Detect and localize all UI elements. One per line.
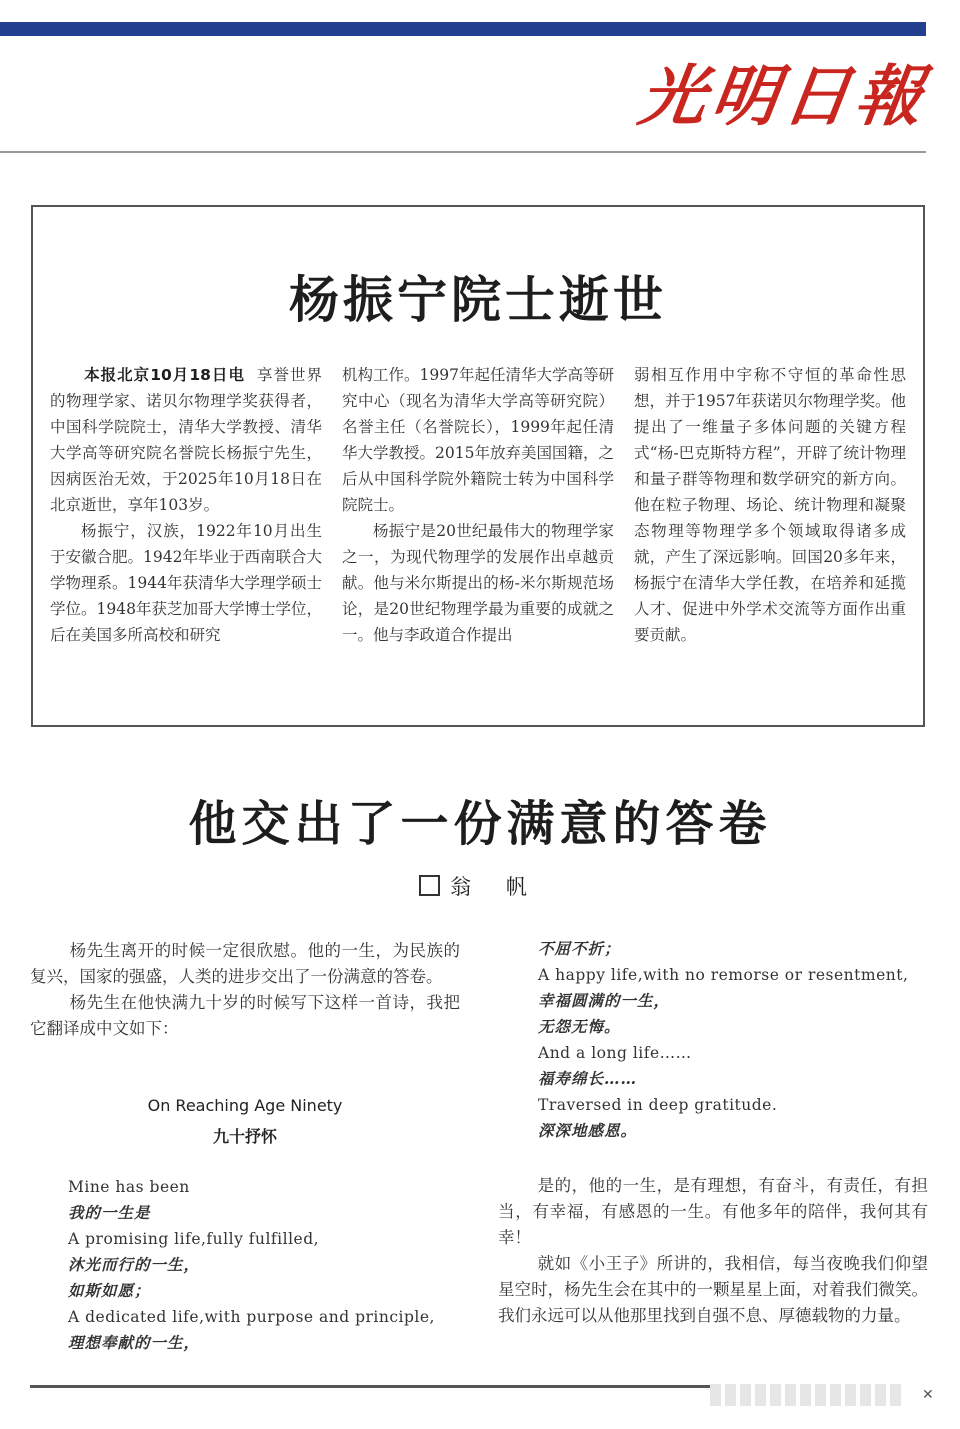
poem-line: 无怨无悔。: [538, 1017, 621, 1036]
page-dot: [845, 1384, 856, 1406]
page-dot: [710, 1384, 721, 1406]
page-dot: [830, 1384, 841, 1406]
obituary-paragraph: 机构工作。1997年起任清华大学高等研究中心（现名为清华大学高等研究院）名誉主任（名誉院长），1999年起任清华大学教授。2015年放弃美国国籍，之后从中国科学院外籍院士转为中国科学院院士。: [342, 366, 614, 514]
poem-left: [68, 1174, 435, 1356]
poem-line: A promising life,fully fulfilled,: [68, 1230, 320, 1248]
obituary-column-2: [342, 362, 614, 648]
essay-paragraph: 杨先生离开的时候一定很欣慰。他的一生，为民族的复兴，国家的强盛，人类的进步交出了一份满意的答卷。: [30, 941, 460, 986]
poem-line: 理想奉献的一生，: [68, 1333, 201, 1352]
page-dot: [890, 1384, 901, 1406]
essay-paragraph: 就如《小王子》所讲的，我相信，每当夜晚我们仰望星空时，杨先生会在其中的一颗星星上面，对着我们微笑。我们永远可以从他那里找到自强不息、厚德载物的力量。: [498, 1254, 928, 1325]
author-name: 翁 帆: [450, 875, 541, 899]
poem-line: 如斯如愿；: [68, 1281, 151, 1300]
obituary-column-3: [634, 362, 906, 648]
obituary-column-1: [50, 362, 322, 648]
poem-line: 福寿绵长……: [538, 1069, 638, 1088]
poem-line: A dedicated life,with purpose and principle,: [68, 1308, 435, 1326]
poem-line: Mine has been: [68, 1178, 190, 1196]
page-indicator: [710, 1384, 901, 1406]
poem-line: 沐光而行的一生，: [68, 1255, 201, 1274]
poem-title-chinese: 九十抒怀: [212, 1127, 277, 1146]
obituary-paragraph: 杨振宁是20世纪最伟大的物理学家之一，为现代物理学的发展作出卓越贡献。他与米尔斯提出的杨-米尔斯规范场论，是20世纪物理学最为重要的成就之一。他与李政道合作提出: [342, 522, 614, 644]
page-dot: [860, 1384, 871, 1406]
page-dot: [815, 1384, 826, 1406]
essay-right-column: [498, 1173, 928, 1329]
top-blue-bar: [0, 22, 926, 36]
close-icon[interactable]: ✕: [922, 1387, 934, 1403]
page-dot: [875, 1384, 886, 1406]
essay-headline: 他交出了一份满意的答卷: [188, 796, 772, 852]
essay-paragraph: 是的，他的一生，是有理想，有奋斗，有责任，有担当，有幸福，有感恩的一生。有他多年的陪伴，我何其有幸！: [498, 1176, 928, 1247]
header-divider: [0, 151, 926, 153]
page-dot: [800, 1384, 811, 1406]
page-dot: [770, 1384, 781, 1406]
obituary-text: 享誉世界的物理学家、诺贝尔物理学奖获得者，中国科学院院士，清华大学教授、清华大学高等研究院名誉院长杨振宁先生，因病医治无效，于2025年10月18日在北京逝世，享年103岁。: [50, 366, 323, 514]
essay-left-column: [30, 938, 460, 1042]
poem-line: 深深地感恩。: [538, 1121, 638, 1140]
poem-line: 我的一生是: [68, 1203, 151, 1222]
poem-title-english: On Reaching Age Ninety: [147, 1096, 343, 1115]
page-dot: [740, 1384, 751, 1406]
dateline: 本报北京10月18日电: [84, 366, 245, 384]
byline-box-icon: [419, 875, 440, 896]
obituary-paragraph: 杨振宁，汉族，1922年10月出生于安徽合肥。1942年毕业于西南联合大学物理系。1944年获清华大学理学硕士学位。1948年获芝加哥大学博士学位，后在美国多所高校和研究: [50, 522, 322, 644]
newspaper-masthead: 光明日報: [634, 57, 934, 135]
obituary-headline: 杨振宁院士逝世: [289, 271, 667, 329]
page-dot: [725, 1384, 736, 1406]
obituary-paragraph: [50, 362, 322, 518]
obituary-paragraph: 弱相互作用中宇称不守恒的革命性思想，并于1957年获诺贝尔物理学奖。他提出了一维量子多体问题的关键方程式“杨-巴克斯特方程”，开辟了统计物理和量子群等物理和数学研究的新方向。他在粒子物理、场论、统计物理和凝聚态物理等物理学多个领域取得诸多成就，产生了深远影响。回国20多年来，杨振宁在清华大学任教，在培养和延揽人才、促进中外学术交流等方面作出重要贡献。: [634, 366, 906, 644]
page-dot: [785, 1384, 796, 1406]
poem-line: 不屈不折；: [538, 939, 621, 958]
essay-paragraph: 杨先生在他快满九十岁的时候写下这样一首诗，我把它翻译成中文如下：: [30, 993, 460, 1038]
byline: [0, 872, 960, 902]
poem-line: 幸福圆满的一生，: [538, 991, 671, 1010]
poem-line: Traversed in deep gratitude.: [538, 1096, 778, 1114]
page-dot: [755, 1384, 766, 1406]
poem-right: [538, 936, 908, 1144]
poem-line: And a long life……: [538, 1044, 692, 1062]
poem-line: A happy life,with no remorse or resentment,: [538, 966, 909, 984]
bottom-divider: [30, 1385, 710, 1388]
